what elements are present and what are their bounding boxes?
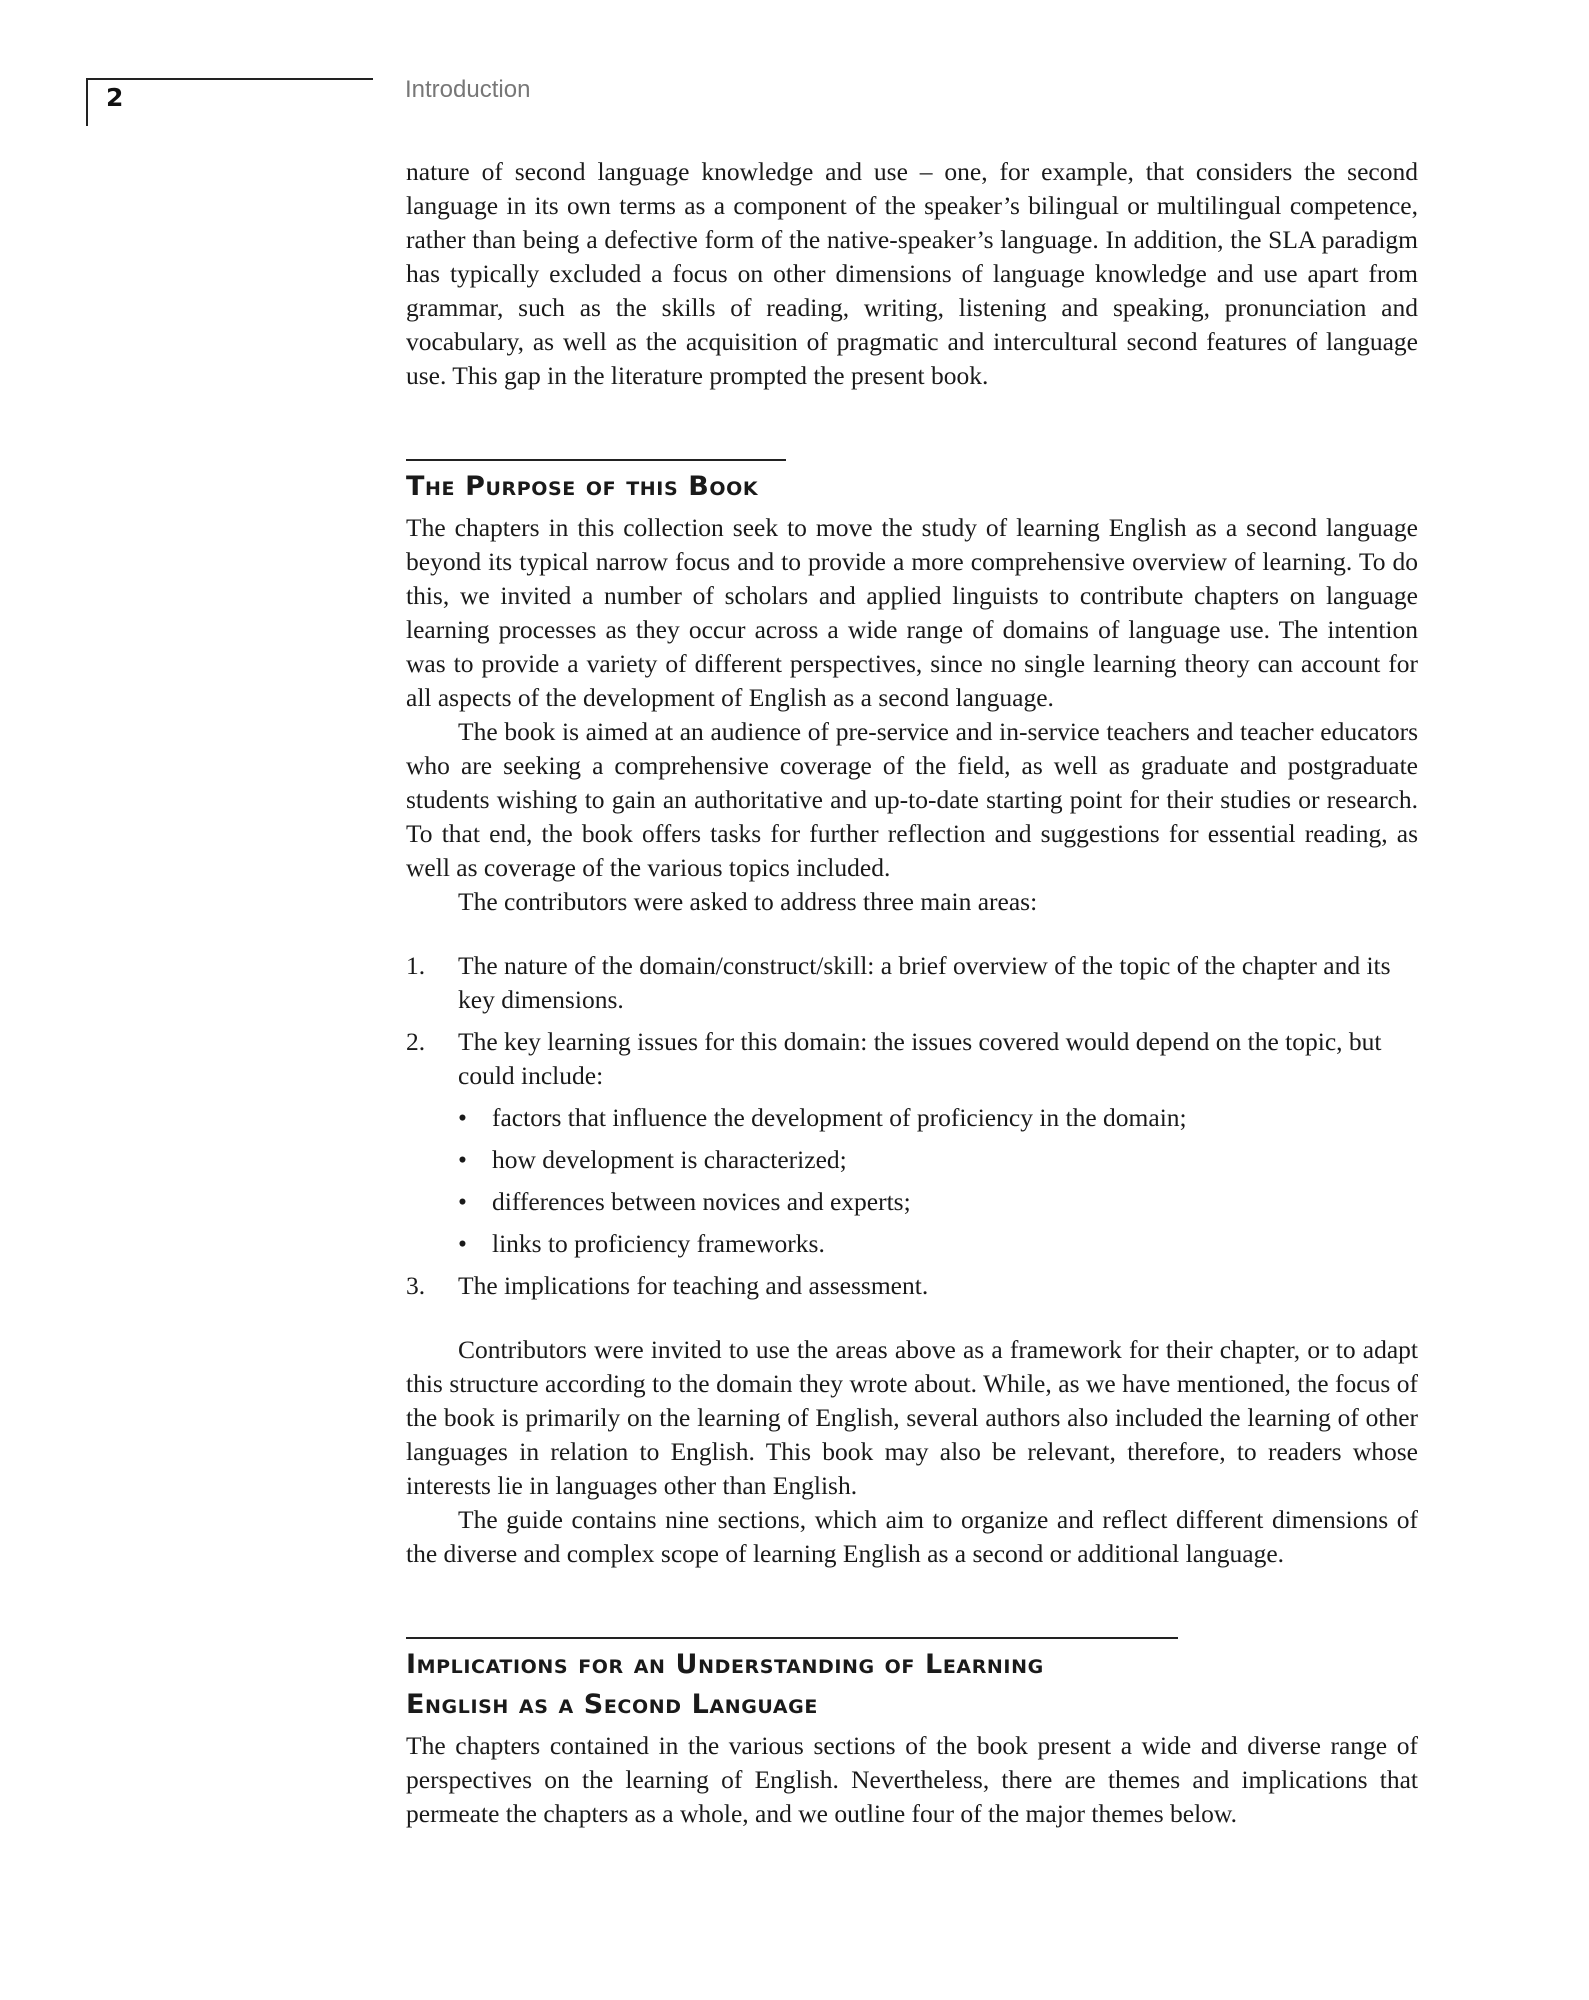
bullet-icon: • bbox=[458, 1229, 467, 1258]
bullet-item bbox=[458, 1185, 1418, 1219]
closing-paragraph-2: The guide contains nine sections, which aim to organize and reflect different dimensions of the diverse and complex scope of learning English as a second or additional language. bbox=[406, 1505, 1418, 1568]
intro-paragraph: nature of second language knowledge and use – one, for example, that considers the second language in its own terms as a component of the speaker’s bilingual or multilingual competence, rather than being a defective form of the native-speaker’s language. In addition, the SLA paradigm has typically excluded a focus on other dimensions of language knowledge and use apart from grammar, such as the skills of reading, writing, listening and speaking, pronunciation and vocabulary, as well as the acquisition of pragmatic and intercultural second features of language use. This gap in the literature prompted the present book. bbox=[406, 157, 1418, 390]
section-heading: The Purpose of this Book bbox=[406, 471, 759, 502]
bullet-item bbox=[458, 1143, 1418, 1177]
bullet-item bbox=[458, 1101, 1418, 1135]
list-item bbox=[406, 949, 1418, 1017]
list-item bbox=[406, 1025, 1418, 1261]
purpose-section bbox=[406, 459, 1418, 1571]
section-rule bbox=[406, 1637, 1178, 1639]
bullet-icon: • bbox=[458, 1145, 467, 1174]
section-heading bbox=[406, 1645, 1418, 1725]
bullet-item bbox=[458, 1227, 1418, 1261]
section-heading-line-2: English as a Second Language bbox=[406, 1689, 818, 1720]
implications-section bbox=[406, 1637, 1418, 1831]
page-number: 2 bbox=[106, 83, 124, 112]
bullet-text: differences between novices and experts; bbox=[492, 1187, 911, 1216]
list-number: 1. bbox=[406, 951, 426, 980]
list-number: 3. bbox=[406, 1271, 426, 1300]
closing-paragraph-1: Contributors were invited to use the areas above as a framework for their chapter, or to adapt this structure according to the domain they wrote about. While, as we have mentioned, the focus of the book is primarily on the learning of English, several authors also included the learning of other languages in relation to English. This book may also be relevant, therefore, to readers whose interests lie in languages other than English. bbox=[406, 1335, 1418, 1500]
purpose-paragraph-2: The book is aimed at an audience of pre-service and in-service teachers and teacher educators who are seeking a comprehensive coverage of the field, as well as graduate and postgraduate students wishing to gain an authoritative and up-to-date starting point for their studies or research. To that end, the book offers tasks for further reflection and suggestions for essential reading, as well as coverage of the various topics included. bbox=[406, 717, 1418, 882]
bullet-icon: • bbox=[458, 1187, 467, 1216]
running-head: Introduction bbox=[405, 76, 531, 103]
bullet-icon: • bbox=[458, 1103, 467, 1132]
main-text-column bbox=[406, 155, 1418, 1831]
bullet-text: factors that influence the development of proficiency in the domain; bbox=[492, 1103, 1187, 1132]
bullet-text: links to proficiency frameworks. bbox=[492, 1229, 825, 1258]
list-number: 2. bbox=[406, 1027, 426, 1056]
implications-paragraph: The chapters contained in the various sections of the book present a wide and diverse range of perspectives on the learning of English. Nevertheless, there are themes and implications that permeate the chapters as a whole, and we outline four of the major themes below. bbox=[406, 1731, 1418, 1828]
bullet-text: how development is characterized; bbox=[492, 1145, 847, 1174]
section-rule bbox=[406, 459, 786, 461]
page-header-frame bbox=[86, 78, 373, 126]
purpose-paragraph-1: The chapters in this collection seek to move the study of learning English as a second language beyond its typical narrow focus and to provide a more comprehensive overview of learning. To do this, we invited a number of scholars and applied linguists to contribute chapters on language learning processes as they occur across a wide range of domains of language use. The intention was to provide a variety of different perspectives, since no single learning theory can account for all aspects of the development of English as a second language. bbox=[406, 513, 1418, 712]
list-item bbox=[406, 1269, 1418, 1303]
list-item-text: The implications for teaching and assessment. bbox=[458, 1271, 929, 1300]
issues-bullet-list bbox=[458, 1101, 1418, 1261]
areas-list bbox=[406, 949, 1418, 1303]
list-item-text: The nature of the domain/construct/skill: a brief overview of the topic of the chapter and its key dimensions. bbox=[458, 951, 1391, 1014]
list-item-text: The key learning issues for this domain: the issues covered would depend on the topic, but could include: bbox=[458, 1027, 1382, 1090]
purpose-paragraph-3: The contributors were asked to address three main areas: bbox=[458, 887, 1038, 916]
section-heading-line-1: Implications for an Understanding of Learning bbox=[406, 1649, 1044, 1680]
